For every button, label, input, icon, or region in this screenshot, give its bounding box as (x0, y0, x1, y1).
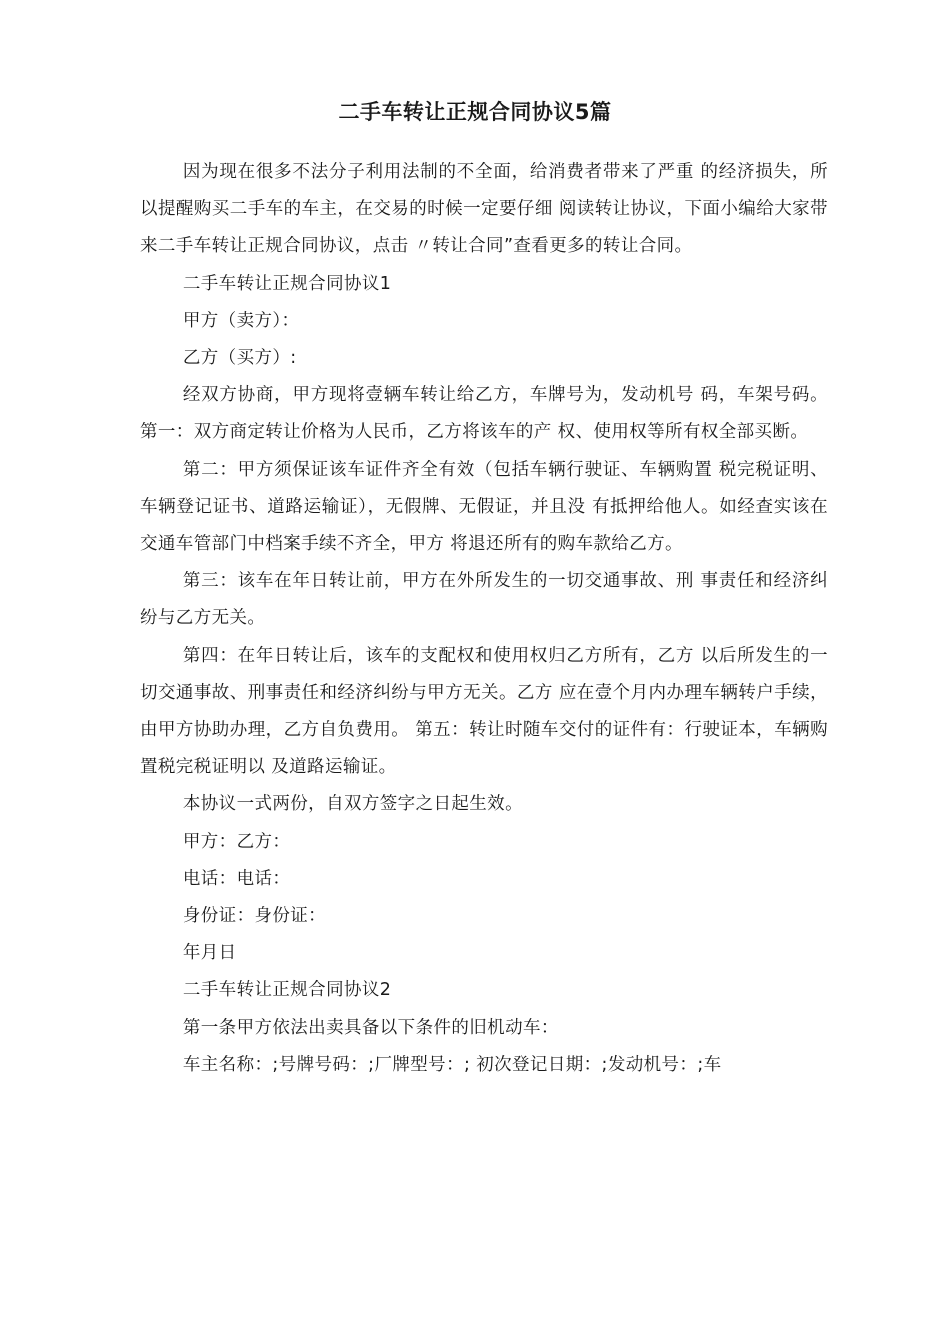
section-heading-2: 二手车转让正规合同协议2 (182, 980, 392, 1001)
party-a-line: 甲方（卖方）： (182, 310, 300, 331)
document-body (140, 154, 828, 1084)
clause-paragraph: 经双方协商，甲方现将壹辆车转让给乙方，车牌号为，发动机号 码，车架号码。第一：双方商定转让价格为人民币，乙方将该车的产 权、使用权等所有权全部买断。 (140, 385, 828, 443)
phone-line: 电话：电话： (182, 868, 291, 889)
id-card-line: 身份证：身份证： (182, 906, 327, 927)
clause-paragraph: 第一条甲方依法出卖具备以下条件的旧机动车： (182, 1017, 559, 1038)
document-title: 二手车转让正规合同协议5篇 (338, 100, 612, 124)
clause-paragraph: 第三：该车在年日转让前，甲方在外所发生的一切交通事故、刑 事责任和经济纠纷与乙方无关。 (140, 571, 828, 629)
party-b-line: 乙方（买方）: (182, 348, 297, 369)
clause-paragraph: 第四：在年日转让后，该车的支配权和使用权归乙方所有，乙方 以后所发生的一切交通事故、刑事责任和经济纠纷与甲方无关。乙方 应在壹个月内办理车辆转户手续，由甲方协助办理，乙方自负费用。 第五：转让时随车交付的证件有：行驶证本，车辆购置税完税证明以 及道路运输证。 (140, 645, 828, 778)
effective-paragraph: 本协议一式两份，自双方签字之日起生效。 (182, 794, 523, 815)
section-heading-1: 二手车转让正规合同协议1 (182, 273, 392, 294)
date-line: 年月日 (182, 943, 237, 964)
intro-paragraph: 因为现在很多不法分子利用法制的不全面，给消费者带来了严重 的经济损失，所以提醒购买二手车的车主，在交易的时候一定要仔细 阅读转让协议，下面小编给大家带来二手车转让正规合同协议，点击 〃转让合同”查看更多的转让合同。 (140, 162, 828, 257)
vehicle-info-line: 车主名称：;号牌号码：;厂牌型号：; 初次登记日期：;发动机号：;车 (182, 1054, 722, 1075)
signature-line: 甲方：乙方： (182, 831, 291, 852)
clause-paragraph: 第二：甲方须保证该车证件齐全有效（包括车辆行驶证、车辆购置 税完税证明、车辆登记证书、道路运输证），无假牌、无假证，并且没 有抵押给他人。如经查实该在交通车管部门中档案手续不齐全，甲方 将退还所有的购车款给乙方。 (140, 459, 828, 555)
